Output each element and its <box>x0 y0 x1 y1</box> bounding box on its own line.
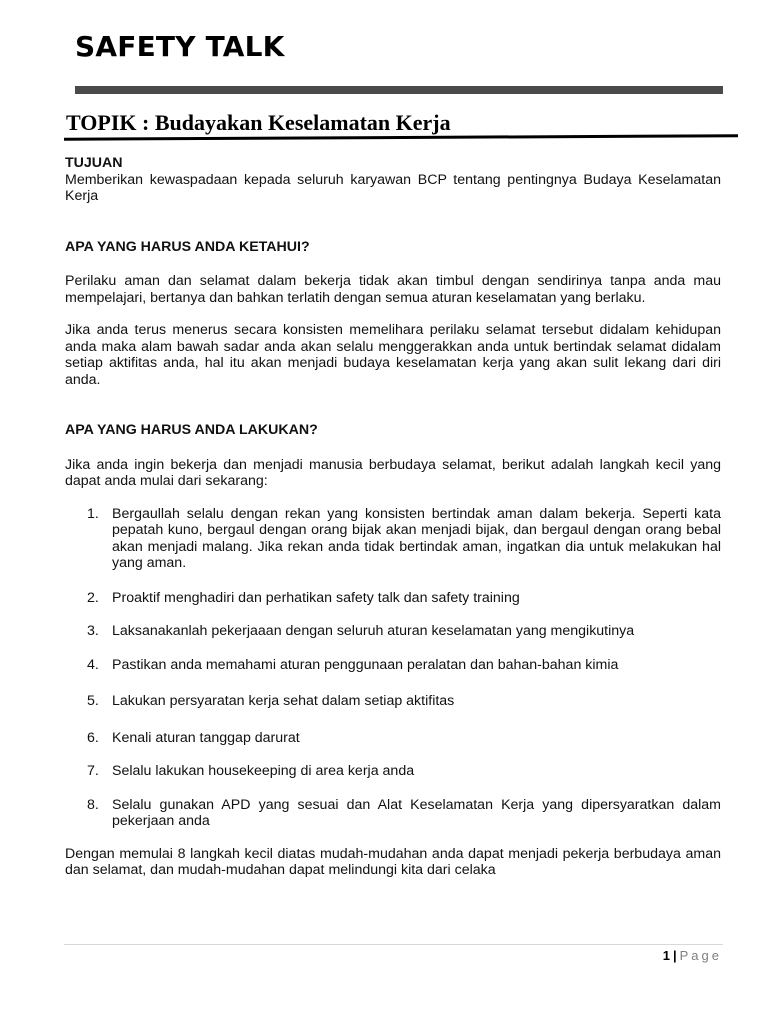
header-bar <box>75 86 723 94</box>
ketahui-paragraph-1: Perilaku aman dan selamat dalam bekerja tidak akan timbul dengan sendirinya tanpa anda mau mempelajari, bertanya dan bahkan terlatih dengan semua aturan keselamatan yang berlaku. <box>65 273 721 306</box>
list-item <box>65 623 721 640</box>
list-item-text: Lakukan persyaratan kerja sehat dalam setiap aktifitas <box>112 693 455 709</box>
list-item <box>65 693 721 710</box>
list-item-number: 5. <box>87 693 99 709</box>
list-item-number: 3. <box>87 623 99 639</box>
footer-divider <box>64 944 723 945</box>
ketahui-paragraph-2: Jika anda terus menerus secara konsisten memelihara perilaku selamat tersebut didalam kehidupan anda maka alam bawah sadar anda akan selalu menggerakkan anda untuk bertindak selamat didalam setiap aktifitas anda, hal itu akan menjadi budaya keselamatan kerja yang akan sulit lekang dari diri anda. <box>65 322 721 388</box>
ketahui-heading: APA YANG HARUS ANDA KETAHUI? <box>65 238 310 255</box>
closing-paragraph: Dengan memulai 8 langkah kecil diatas mudah-mudahan anda dapat menjadi pekerja berbudaya aman dan selamat, dan mudah-mudahan dapat melindungi kita dari celaka <box>65 845 721 878</box>
list-item-number: 7. <box>87 763 99 779</box>
page-footer <box>663 948 722 963</box>
document-body <box>65 155 721 879</box>
list-item <box>65 730 721 747</box>
header-title: SAFETY TALK <box>75 30 285 63</box>
lakukan-intro: Jika anda ingin bekerja dan menjadi manusia berbudaya selamat, berikut adalah langkah kecil yang dapat anda mulai dari sekarang: <box>65 456 721 489</box>
list-item-number: 4. <box>87 656 99 673</box>
list-item-text: Bergaullah selalu dengan rekan yang konsisten bertindak aman dalam bekerja. Seperti kata pepatah kuno, bergaul dengan orang bijak akan menjadi bijak, dan bergaul dengan orang bebal akan menjadi malang. Jika rekan anda tidak bertindak aman, ingatkan dia untuk melakukan hal yang aman. <box>112 505 721 571</box>
list-item <box>65 590 721 607</box>
list-item-number: 8. <box>87 796 99 813</box>
list-item-text: Pastikan anda memahami aturan penggunaan peralatan dan bahan-bahan kimia <box>112 656 619 673</box>
topic-title: TOPIK : Budayakan Keselamatan Kerja <box>66 110 451 135</box>
list-item <box>65 506 721 572</box>
list-item-text: Selalu lakukan housekeeping di area kerja anda <box>112 763 415 779</box>
list-item-number: 2. <box>87 589 99 606</box>
list-item-text: Selalu gunakan APD yang sesuai dan Alat Keselamatan Kerja yang dipersyaratkan dalam pekerjaan anda <box>112 796 721 829</box>
list-item-text: Kenali aturan tanggap darurat <box>112 729 300 746</box>
list-item-number: 1. <box>87 505 99 522</box>
tujuan-text: Memberikan kewaspadaan kepada seluruh karyawan BCP tentang pentingnya Budaya Keselamatan Kerja <box>65 171 721 204</box>
list-item <box>65 763 721 780</box>
steps-list <box>65 506 721 830</box>
lakukan-heading: APA YANG HARUS ANDA LAKUKAN? <box>65 422 318 438</box>
list-item-text: Proaktif menghadiri dan perhatikan safety talk dan safety training <box>112 589 520 606</box>
list-item <box>65 657 721 674</box>
list-item <box>65 797 721 830</box>
list-item-text: Laksanakanlah pekerjaaan dengan seluruh aturan keselamatan yang mengikutinya <box>112 623 635 639</box>
list-item-number: 6. <box>87 729 99 746</box>
page-number: 1 <box>662 948 670 963</box>
tujuan-heading: TUJUAN <box>65 155 123 171</box>
page-label: Page <box>679 948 722 963</box>
page-separator: | <box>672 948 677 963</box>
